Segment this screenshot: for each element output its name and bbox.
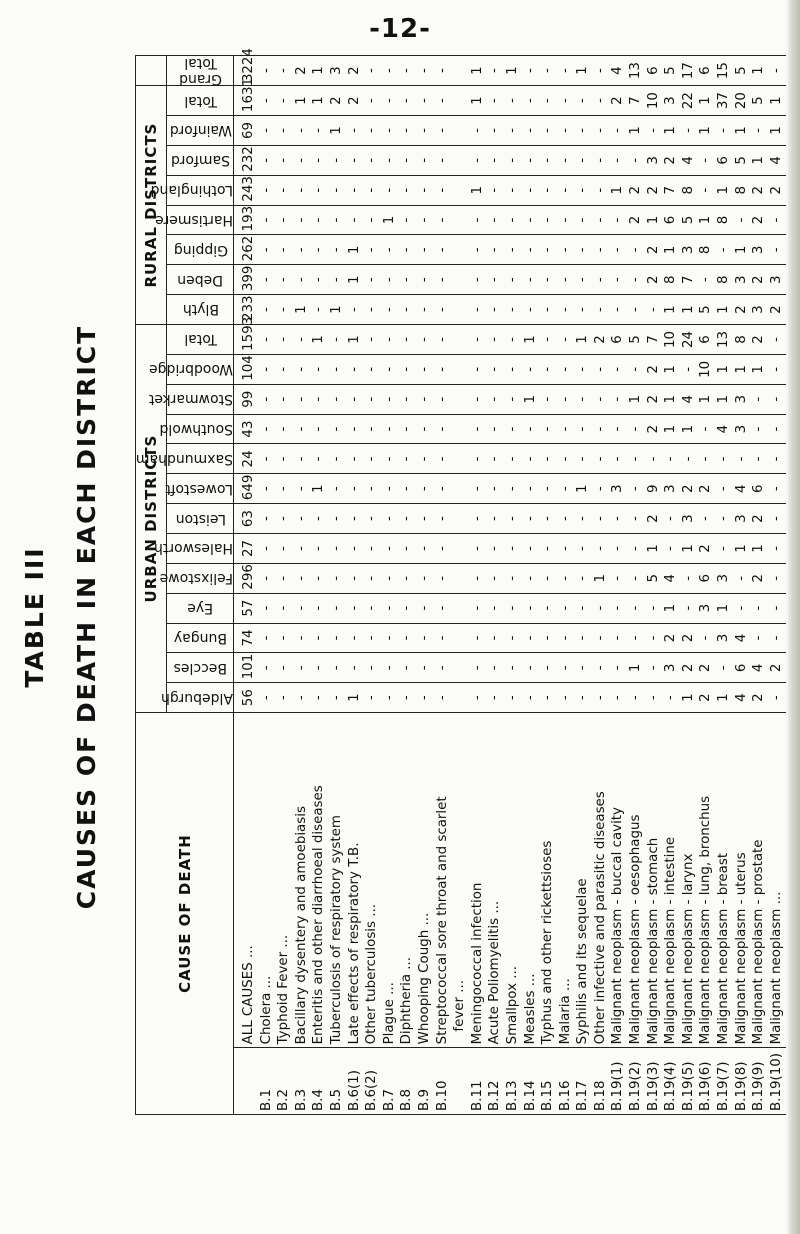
rural-group-header: RURAL DISTRICTS (136, 86, 167, 325)
urban-col-header-2: Bungay (167, 623, 234, 653)
urban-col-values-10: 99 - - - - - - - - - - - - - - 1 - - - - - 1 2 1 4 1 1 3 - - (234, 384, 800, 414)
rural-col-header-0: Blyth (167, 295, 234, 325)
causes-cell: ALL CAUSES ... Cholera ... Typhoid Fever ... Bacillary dysentery and amoebiasis Enteritis and other diarrhoeal diseases Tuberculosis of respiratory system Late effects of respiratory T.B. Other tuberculosis ... Plague ... Diphtheria ... Whooping Cough ... Streptococcal sore throat and scarlet fever ... Meningococcal infection Acute Poliomyelitis ... Smallpox ... Measles ... Typhus and other rickettsioses Malaria ... Syphilis and its sequelae Other infective and parasitic diseases Malignant neoplasm - buccal cavity Malignant neoplasm - oesophagus Malignant neoplasm - stomach Malignant neoplasm - intestine Malignant neoplasm - larynx Malignant neoplasm - lung, bronchus Malignant neoplasm - breast Malignant neoplasm - uterus Malignant neoplasm - prostate Malignant neoplasm ... (234, 713, 800, 1048)
urban-col-header-4: Felixstowe (167, 563, 234, 593)
urban-col-values-9: 43 - - - - - - - - - - - - - - - - - - - - - 2 1 1 - 4 3 - - (234, 414, 800, 444)
rural-col-values-3: 193 - - - - - - - 1 - - - - - - - - - - - - 2 1 6 5 1 8 - 2 - (234, 205, 800, 235)
page-number: -12- (369, 14, 431, 44)
rural-col-header-2: Gipping (167, 235, 234, 265)
urban-col-values-1: 101 - - - - - - - - - - - - - - - - - - - - 1 - 3 2 2 - 6 4 2 (234, 653, 800, 683)
causes-of-death-table (135, 48, 800, 1115)
urban-col-values-2: 74 - - - - - - - - - - - - - - - - - - - - - - 2 2 - 3 4 - - (234, 623, 800, 653)
urban-col-header-1: Beccles (167, 653, 234, 683)
rural-col-values-6: 69 - - - - 1 - - - - - - - - - - - - - - - 1 - 1 - 1 - 1 - 1 (234, 116, 800, 146)
rural-col-values-0: 233 - - 1 - 1 - - - - - - - - - - - - - - - - - 1 1 5 1 2 3 2 (234, 295, 800, 325)
rural-col-header-3: Hartismere (167, 205, 234, 235)
rural-col-header-5: Samford (167, 145, 234, 175)
urban-col-values-6: 63 - - - - - - - - - - - - - - - - - - - - - 2 - 3 - - 3 2 - (234, 504, 800, 534)
urban-col-values-4: 296 - - - - - - - - - - - - - - - - - - 1 - - 5 4 - 6 3 - 2 - (234, 563, 800, 593)
urban-col-header-3: Eye (167, 593, 234, 623)
rotated-table-canvas (135, 48, 785, 1115)
urban-col-header-8: Saxmundham (167, 444, 234, 474)
urban-col-values-8: 24 - - - - - - - - - - - - - - - - - - - - - - - - - - - - - (234, 444, 800, 474)
urban-col-values-5: 27 - - - - - - - - - - - - - - - - - - - - - 1 - 1 2 - 1 1 - (234, 534, 800, 564)
rural-col-values-7: 1631 - - 1 1 2 2 - - - - - 1 - - - - - - - 2 7 10 3 22 1 37 20 5 1 (234, 86, 800, 116)
urban-col-header-5: Halesworth (167, 534, 234, 564)
urban-col-header-10: Stowmarket (167, 384, 234, 414)
urban-col-values-7: 649 - - - 1 - - - - - - - - - - - - - 1 - 3 - 9 3 2 2 - 4 6 - (234, 474, 800, 504)
rural-col-values-5: 232 - - - - - - - - - - - - - - - - - - - - - 3 2 4 - 6 5 1 4 (234, 145, 800, 175)
rural-col-values-4: 243 - - - - - - - - - - - 1 - - - - - - - 1 2 2 7 8 - 1 8 2 2 (234, 175, 800, 205)
urban-col-header-12: Total (167, 324, 234, 354)
grand-total-values: 3224 - - 2 1 3 2 - - - - - 1 - 1 - - - 1 - 4 13 6 5 17 6 15 5 1 - (234, 56, 800, 86)
urban-col-header-11: Woodbridge (167, 354, 234, 384)
urban-group-header: URBAN DISTRICTS (136, 324, 167, 712)
urban-col-values-0: 56 - - - - - 1 - - - - - - - - - - - - - - - - - 1 2 1 4 2 - (234, 683, 800, 713)
rural-col-values-1: 399 - - - - - 1 - - - - - - - - - - - - - - - 2 8 7 - 8 3 2 3 (234, 265, 800, 295)
grand-total-header: Grand Total (167, 56, 234, 86)
rural-col-header-6: Wainford (167, 116, 234, 146)
urban-col-values-12: 1593 - - - 1 - 1 - - - - - - - - 1 - - 1 2 6 5 7 10 24 6 13 8 2 - (234, 324, 800, 354)
rural-col-values-2: 262 - - - - - 1 - - - - - - - - - - - - - - - 2 1 3 8 - 1 3 - (234, 235, 800, 265)
urban-col-header-7: Lowestoft (167, 474, 234, 504)
cause-codes-cell: B.1 B.2 B.3 B.4 B.5 B.6(1) B.6(2) B.7 B.8 B.9 B.10 B.11 B.12 B.13 B.14 B.15 B.16 B.17 B.18 B.19(1) B.19(2) B.19(3) B.19(4) B.19(5) B.19(6) B.19(7) B.19(8) B.19(9) B.19(10) (234, 1048, 800, 1115)
rural-col-header-7: Total (167, 86, 234, 116)
data-row (234, 56, 800, 1115)
page-edge-shadow (786, 0, 800, 1234)
cause-column-header: CAUSE OF DEATH (136, 713, 234, 1115)
urban-col-header-9: Southwold (167, 414, 234, 444)
urban-col-header-0: Aldeburgh (167, 683, 234, 713)
table-number: TABLE III (20, 546, 49, 688)
table-title: CAUSES OF DEATH IN EACH DISTRICT (72, 324, 101, 910)
rural-col-header-1: Deben (167, 265, 234, 295)
urban-col-values-3: 57 - - - - - - - - - - - - - - - - - - - - - - 1 - 3 1 - - - (234, 593, 800, 623)
rural-col-header-4: Lothingland (167, 175, 234, 205)
urban-col-values-11: 104 - - - - - - - - - - - - - - - - - - - - - 2 1 - 10 1 1 1 - (234, 354, 800, 384)
urban-col-header-6: Leiston (167, 504, 234, 534)
